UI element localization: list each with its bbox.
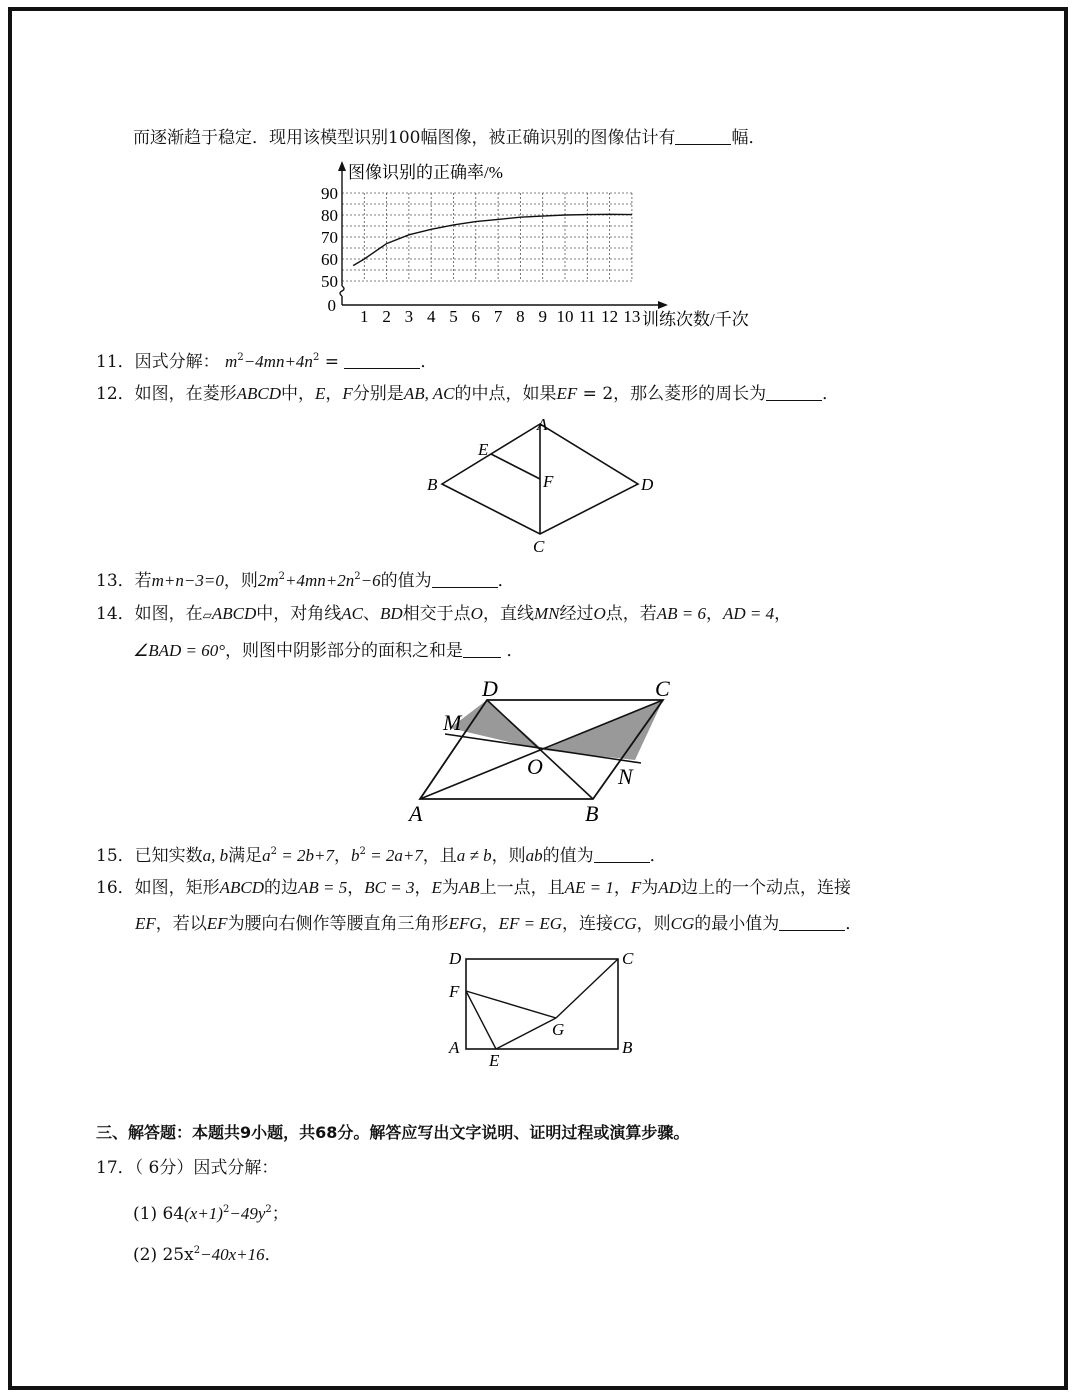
section-3-heading: 三、解答题：本题共9小题，共68分。解答应写出文字说明、证明过程或演算步骤。 [96, 1123, 690, 1142]
chart-axes [338, 161, 668, 309]
label-n: N [618, 764, 633, 789]
q11: 11．因式分解： $m^2-4mn+4n^2$ = ． [96, 352, 438, 372]
chart-xlabel: 训练次数/千次 [642, 310, 749, 329]
x-tick-label: 4 [426, 307, 436, 326]
y-tick-label: 50 [321, 272, 338, 291]
shaded-triangle-dmo [450, 700, 543, 750]
x-tick-label: 3 [404, 307, 414, 326]
q12: 12．如图，在菱形ABCD中，E，F分别是AB, AC的中点，如果EF = 2，那么菱形的周长为 ． [96, 384, 840, 404]
rhombus-figure [420, 412, 670, 562]
label-d: D [641, 475, 654, 494]
q17-part2: (2) $25x^2-40x+16$． [133, 1245, 282, 1265]
label-d: D [482, 676, 498, 701]
y-tick-label: 60 [321, 250, 338, 269]
segment-eg [496, 1018, 556, 1049]
x-tick-label: 13 [623, 307, 641, 326]
q14-blank [463, 641, 501, 658]
label-f: F [543, 472, 554, 491]
x-tick-label: 1 [360, 307, 369, 326]
segment-ef [466, 991, 496, 1049]
label-b: B [427, 475, 438, 494]
segment-cg [556, 959, 618, 1018]
label-o: O [527, 754, 543, 779]
label-e: E [489, 1051, 500, 1070]
label-f: F [449, 982, 460, 1001]
axis-break [340, 286, 344, 296]
segment-ef [491, 454, 540, 479]
q16-line1: 16．如图，矩形ABCD的边AB = 5，BC = 3，E为AB上一点，且AE = 1，F为AD边上的一个动点，连接 [96, 878, 851, 898]
chart-grid [342, 193, 632, 281]
x-axis-arrow [658, 301, 668, 309]
label-d: D [449, 949, 462, 968]
y-tick-label: 80 [321, 206, 338, 225]
y-tick-label: 70 [321, 228, 338, 247]
q11-blank [344, 352, 420, 369]
y-axis-arrow [338, 161, 346, 171]
x-tick-label: 11 [579, 307, 596, 326]
q10-text: 而逐渐趋于稳定．现用该模型识别100幅图像，被正确识别的图像估计有 幅． [133, 128, 766, 148]
q13: 13．若m+n−3=0，则$2m^2+4mn+2n^2-6$的值为 ． [96, 571, 515, 591]
x-tick-label: 10 [556, 307, 574, 326]
x-tick-label: 8 [516, 307, 525, 326]
label-c: C [533, 537, 545, 556]
q12-blank [766, 384, 822, 401]
q17: 17．（ 6分）因式分解： [96, 1158, 279, 1178]
label-c: C [622, 949, 634, 968]
label-b: B [622, 1038, 633, 1057]
accuracy-chart [300, 155, 780, 335]
origin-label: 0 [327, 296, 336, 315]
q15: 15．已知实数a, b满足$a^2 = 2b+7$，$b^2 = 2a+7$，且a ≠ b，则ab的值为 ． [96, 846, 667, 866]
q16-line2: EF，若以EF为腰向右侧作等腰直角三角形EFG，EF = EG，连接CG，则CG的最小值为 ． [135, 914, 863, 934]
label-a: A [537, 415, 548, 434]
x-tick-label: 12 [601, 307, 619, 326]
rectangle-figure [440, 944, 650, 1074]
label-b: B [585, 801, 599, 826]
q17-part1: (1) $64(x+1)^2-49y^2$； [133, 1204, 289, 1224]
label-c: C [655, 676, 670, 701]
x-tick-label: 9 [538, 307, 547, 326]
x-tick-label: 7 [493, 307, 503, 326]
x-tick-label: 5 [449, 307, 458, 326]
chart-ylabel: 图像识别的正确率/% [348, 163, 503, 182]
label-e: E [478, 440, 489, 459]
label-a: A [409, 801, 423, 826]
q14-line1: 14．如图，在▱ABCD中，对角线AC、BD相交于点O，直线MN经过O点，若AB = 6，AD = 4， [96, 604, 792, 624]
label-m: M [443, 710, 462, 735]
q14-line2: ∠BAD = 60°，则图中阴影部分的面积之和是 ． [133, 641, 524, 661]
y-tick-label: 90 [321, 184, 338, 203]
x-tick-label: 2 [382, 307, 391, 326]
segment-fg [466, 991, 556, 1018]
label-a: A [449, 1038, 460, 1057]
label-g: G [552, 1020, 565, 1039]
parallelogram-figure [405, 672, 695, 830]
q15-blank [594, 846, 650, 863]
q16-blank [779, 914, 845, 931]
q13-blank [432, 571, 498, 588]
q10-blank [675, 128, 731, 145]
x-tick-label: 6 [471, 307, 481, 326]
chart-series-line [353, 214, 632, 265]
